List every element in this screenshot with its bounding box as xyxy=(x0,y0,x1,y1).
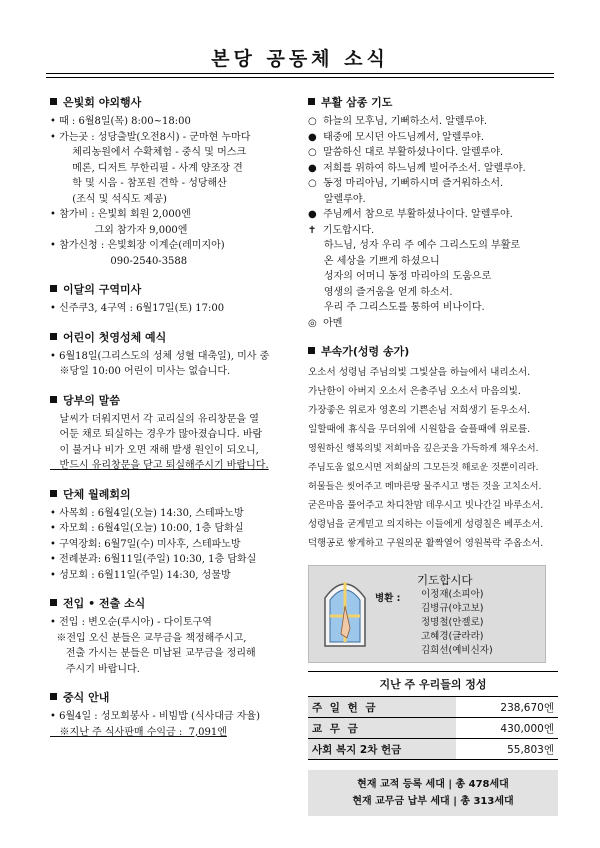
prayer-name: 정명철(안젤로) xyxy=(421,617,484,628)
section-notice xyxy=(50,392,298,474)
section-transfer xyxy=(50,595,298,677)
section-hymn xyxy=(308,343,558,553)
text-line: ※전입 오신 분들은 교무금을 책정해주시고, xyxy=(50,632,247,644)
text-line: ○ 하늘의 모후님, 기뻐하소서. 알렐루야. xyxy=(308,116,488,127)
text-line: ◎ 아멘 xyxy=(308,317,343,329)
section-title: 어린이 첫영성체 예식 xyxy=(50,329,298,345)
paying-households: 현재 교무금 납부 세대 | 총 313세대 xyxy=(352,796,514,807)
section-resurrection-prayer xyxy=(308,94,558,331)
text-line: 가장좋은 위로자 영혼의 기쁜손님 저희생기 돋우소서. xyxy=(308,405,531,416)
text-line: 반드시 유리창문을 닫고 퇴실해주시기 바랍니다. xyxy=(50,460,269,471)
text-line: ● 저희를 위하여 하느님께 빌어주소서. 알렐루야. xyxy=(308,162,526,174)
section-lunch xyxy=(50,689,298,740)
text-line: • 전입 : 변오순(루시아) - 다이토구역 xyxy=(50,617,212,628)
table-row xyxy=(308,697,558,718)
text-line: 학 및 시음 - 참포원 견학 - 성당해산 xyxy=(50,178,227,189)
text-line: 알렐루야. xyxy=(308,193,366,205)
text-line: 090-2540-3588 xyxy=(50,255,188,267)
section-title: 단체 월례회의 xyxy=(50,486,298,502)
section-first-communion xyxy=(50,329,298,380)
finance-value: 55,803엔 xyxy=(456,739,558,760)
text-line: (조식 및 석식도 제공) xyxy=(50,193,167,205)
finance-title: 지난 주 우리들의 정성 xyxy=(308,671,558,697)
square-bullet-icon xyxy=(50,490,57,497)
prayer-names xyxy=(421,588,493,658)
text-line: 영생의 즐거움을 얻게 하소서. xyxy=(308,286,453,298)
text-line: 메론, 디저트 무한리필 - 사계 양조장 견 xyxy=(50,162,243,174)
section-title: 당부의 말씀 xyxy=(50,392,298,408)
square-bullet-icon xyxy=(50,396,57,403)
title-divider-thin xyxy=(46,77,554,78)
section-title: 은빛회 야외행사 xyxy=(50,94,298,110)
square-bullet-icon xyxy=(50,98,57,105)
text-line: 성자의 어머니 동정 마리아의 도움으로 xyxy=(308,271,492,282)
prayer-request-box xyxy=(308,565,546,663)
text-line: • 전례분과: 6월11일(주일) 10:30, 1층 담화실 xyxy=(50,554,257,565)
square-bullet-icon xyxy=(50,285,57,292)
finance-table xyxy=(308,697,558,760)
square-bullet-icon xyxy=(50,333,57,340)
section-title: 중식 안내 xyxy=(50,689,298,705)
text-line: ※당일 10:00 어린이 미사는 없습니다. xyxy=(50,366,231,377)
text-line: ✝ 기도합시다. xyxy=(308,224,375,236)
square-bullet-icon xyxy=(308,347,315,354)
text-line: 이 불거나 비가 오면 재해 발생 원인이 되오니, xyxy=(50,444,259,456)
square-bullet-icon xyxy=(50,693,57,700)
text-line: • 참가비 : 은빛회 회원 2,000엔 xyxy=(50,209,191,220)
section-silver-outing xyxy=(50,94,298,269)
text-line: 어둔 채로 퇴실하는 경우가 많아졌습니다. 바람 xyxy=(50,429,263,440)
section-title: 부속가(성령 송가) xyxy=(308,343,558,359)
prayer-name: 김병규(야고보) xyxy=(421,603,484,614)
text-line: • 6월18일(그리스도의 성체 성혈 대축일), 미사 중 xyxy=(50,350,270,362)
page-title: 본당 공동체 소식 xyxy=(211,48,389,70)
household-count-box xyxy=(308,770,558,816)
left-column xyxy=(50,94,298,752)
text-line: 하느님, 성자 우리 주 예수 그리스도의 부활로 xyxy=(308,240,521,251)
text-line: 체리농원에서 수확체험 - 중식 및 머스크 xyxy=(50,147,247,158)
text-line: • 가는곳 : 성당출발(오전8시) - 군마현 누마다 xyxy=(50,131,251,143)
text-line: 우리 주 그리스도를 통하여 비나이다. xyxy=(308,302,485,313)
text-line: • 신주쿠3, 4구역 : 6월17일(토) 17:00 xyxy=(50,303,225,314)
text-line: 허물들은 씻어주고 메마른땅 물주시고 병든 것을 고치소서. xyxy=(308,481,542,492)
text-line: ○ 동정 마리아님, 기뻐하시며 즐거워하소서. xyxy=(308,178,504,189)
text-line: 날씨가 더워지면서 각 교리실의 유리창문을 열 xyxy=(50,413,259,425)
illness-label: 병환 : xyxy=(375,593,401,604)
text-line: 그외 참가자 9,000엔 xyxy=(50,224,188,236)
text-line: 전출 가시는 분들은 미납된 교무금을 정리해 xyxy=(50,648,256,659)
prayer-box-title: 기도합시다 xyxy=(417,573,473,587)
text-line: 덕행공로 쌓게하고 구원의문 활짝열어 영원복락 주옵소서. xyxy=(308,538,544,549)
prayer-name: 김희선(예비신자) xyxy=(421,645,493,656)
text-line: 일할때에 휴식을 무더위에 시원함을 슬플때에 위로를. xyxy=(308,424,531,435)
finance-label: 주 일 헌 금 xyxy=(308,697,456,718)
text-line: • 사목회 : 6월4일(오늘) 14:30, 스테파노방 xyxy=(50,507,244,519)
finance-label: 교 무 금 xyxy=(308,718,456,739)
title-divider xyxy=(46,73,554,74)
prayer-name: 이정재(소피아) xyxy=(421,589,484,600)
text-line: ※지난 주 식사판매 수익금 : 7,091엔 xyxy=(50,726,227,738)
text-line: 굳은마음 풀어주고 차디찬맘 데우시고 빗나간길 바루소서. xyxy=(308,500,544,511)
square-bullet-icon xyxy=(50,599,57,606)
text-line: • 구역장회: 6월7일(수) 미사후, 스테파노방 xyxy=(50,538,241,550)
text-line: • 참가신청 : 은빛회장 이계순(레미지아) xyxy=(50,240,225,251)
text-line: 오소서 성령님 주님의빛 그빛살을 하늘에서 내리소서. xyxy=(308,367,531,378)
text-line: 온 세상을 기쁘게 하셨으니 xyxy=(308,255,440,267)
right-column xyxy=(308,94,558,816)
stained-glass-praying-hands-icon xyxy=(323,576,367,648)
table-row xyxy=(308,718,558,739)
text-line: 가난한이 아버지 오소서 은총주님 오소서 마음의빛. xyxy=(308,386,521,397)
prayer-name: 고혜경(글라라) xyxy=(421,631,484,642)
text-line: • 때 : 6월8일(목) 8:00~18:00 xyxy=(50,116,191,127)
section-title: 전입 • 전출 소식 xyxy=(50,595,298,611)
text-line: ● 태중에 모시던 아드님께서, 알렐루야. xyxy=(308,131,484,143)
text-line: 성령님을 굳게믿고 의지하는 이들에게 성령칠은 베푸소서. xyxy=(308,519,544,530)
section-title: 부활 삼종 기도 xyxy=(308,94,558,110)
text-line: 영원하신 행복의빛 저희마음 깊은곳을 가득하게 채우소서. xyxy=(308,443,539,454)
registered-households: 현재 교적 등록 세대 | 총 478세대 xyxy=(357,779,509,790)
text-line: 주시기 바랍니다. xyxy=(50,663,140,675)
text-line: • 자모회 : 6월4일(오늘) 10:00, 1층 담화실 xyxy=(50,523,244,534)
text-line: 주님도움 없으시면 저희삶의 그모든것 해로운 것뿐이리라. xyxy=(308,462,539,473)
finance-value: 238,670엔 xyxy=(456,697,558,718)
text-line: • 6월4일 : 성모회봉사 - 비빔밥 (식사대금 자율) xyxy=(50,711,260,722)
text-line: ● 주님께서 참으로 부활하셨나이다. 알렐루야. xyxy=(308,209,513,220)
text-line: • 성모회 : 6월11일(주일) 14:30, 성물방 xyxy=(50,569,231,581)
section-title: 이달의 구역미사 xyxy=(50,281,298,297)
table-row xyxy=(308,739,558,760)
finance-value: 430,000엔 xyxy=(456,718,558,739)
page-title-wrap xyxy=(46,44,554,71)
section-district-mass xyxy=(50,281,298,317)
square-bullet-icon xyxy=(308,98,315,105)
text-line: ○ 말씀하신 대로 부활하셨나이다. 알렐루야. xyxy=(308,147,504,158)
section-monthly-meetings xyxy=(50,486,298,584)
finance-label: 사회 복지 2차 헌금 xyxy=(308,739,456,760)
